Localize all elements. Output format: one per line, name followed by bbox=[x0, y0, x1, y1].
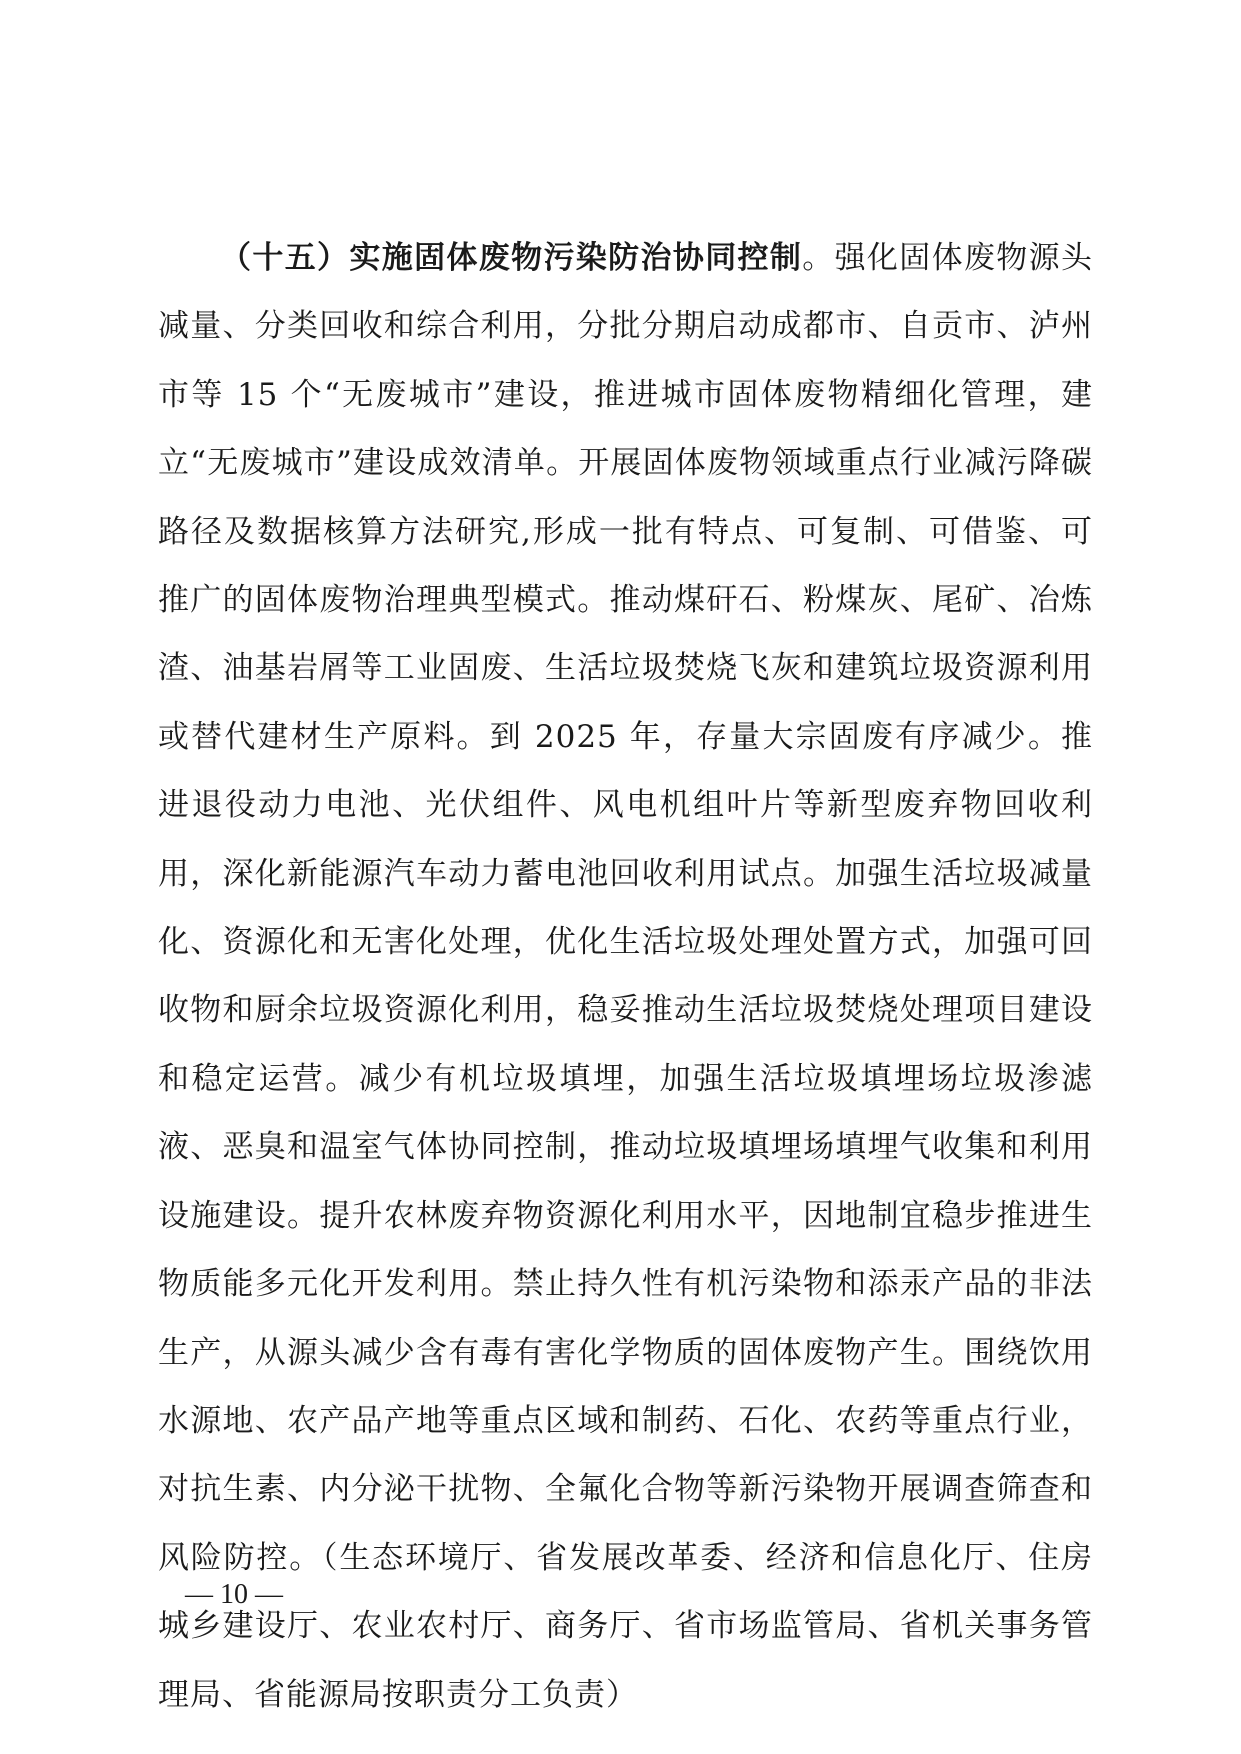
page-number: — 10 — bbox=[185, 1579, 283, 1610]
responsible-parties: （生态环境厅、省发展改革委、经济和信息化厅、住房城乡建设厅、农业农村厅、商务厅、省市场监管局、省机关事务管理局、省能源局按职责分工负责） bbox=[158, 1539, 1094, 1713]
section-heading: （十五）实施固体废物污染防治协同控制 bbox=[220, 240, 803, 276]
section-paragraph bbox=[158, 224, 1093, 1729]
body-text: 。强化固体废物源头减量、分类回收和综合利用，分批分期启动成都市、自贡市、泸州市等 15 个“无废城市”建设，推进城市固体废物精细化管理，建立“无废城市”建设成效清单。开展固体废物领域重点行业减污降碳路径及数据核算方法研究,形成一批有特点、可复制、可借鉴、可推广的固体废物治理典型模式。推动煤矸石、粉煤灰、尾矿、冶炼渣、油基岩屑等工业固废、生活垃圾焚烧飞灰和建筑垃圾资源利用或替代建材生产原料。到 2025 年，存量大宗固废有序减少。推进退役动力电池、光伏组件、风电机组叶片等新型废弃物回收利用，深化新能源汽车动力蓄电池回收利用试点。加强生活垃圾减量化、资源化和无害化处理，优化生活垃圾处理处置方式，加强可回收物和厨余垃圾资源化利用，稳妥推动生活垃圾焚烧处理项目建设和稳定运营。减少有机垃圾填埋，加强生活垃圾填埋场垃圾渗滤液、恶臭和温室气体协同控制，推动垃圾填埋场填埋气收集和利用设施建设。提升农林废弃物资源化利用水平，因地制宜稳步推进生物质能多元化开发利用。禁止持久性有机污染物和添汞产品的非法生产，从源头减少含有毒有害化学物质的固体废物产生。围绕饮用水源地、农产品产地等重点区域和制药、石化、农药等重点行业，对抗生素、内分泌干扰物、全氟化合物等新污染物开展调查筛查和风险防控。 bbox=[158, 240, 1094, 1576]
